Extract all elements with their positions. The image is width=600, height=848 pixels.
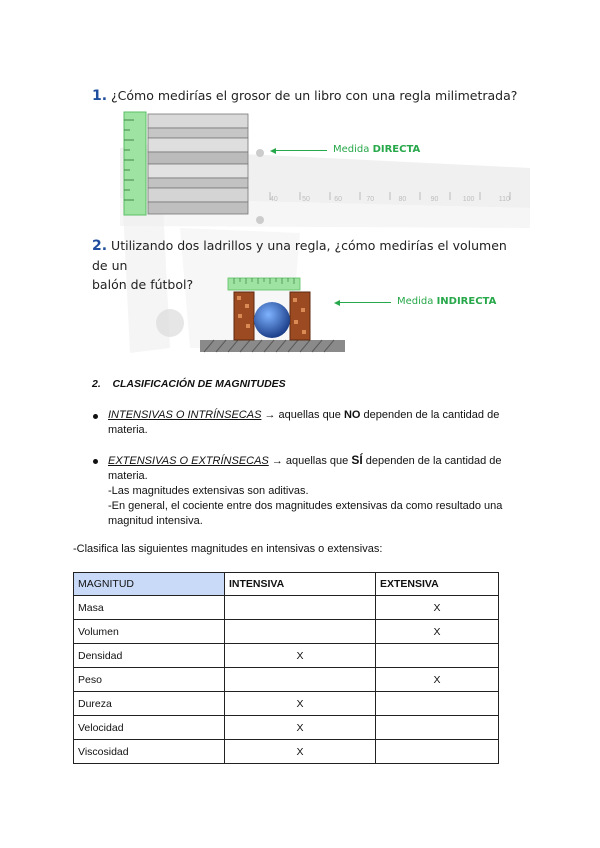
cell-extensive: X (376, 620, 499, 644)
bullet-extensive-note: magnitud intensiva. (108, 515, 203, 527)
bullet-extensive-note: -En general, el cociente entre dos magnitudes extensivas da como resultado una (108, 500, 503, 512)
arrow-line (275, 150, 327, 151)
bullet-extensive-pre: → aquellas que (268, 455, 352, 467)
cell-extensive (376, 740, 499, 764)
table-row (74, 596, 499, 620)
caliper-scale-number: 110 (498, 196, 510, 203)
table-row (74, 716, 499, 740)
label-direct-strong: DIRECTA (372, 144, 421, 155)
cell-intensive (225, 596, 376, 620)
bullet-extensive-cont: materia. (108, 470, 148, 482)
cell-magnitude: Volumen (74, 620, 225, 644)
arrow-left-icon (334, 300, 340, 306)
label-indirect-strong: INDIRECTA (436, 296, 497, 307)
caliper-scale-number: 50 (302, 196, 310, 203)
table-header-row (74, 573, 499, 596)
question-2-number: 2. (92, 238, 108, 254)
question-1-number: 1. (92, 88, 108, 104)
label-indirect-prefix: Medida (397, 296, 437, 307)
cell-intensive: X (225, 716, 376, 740)
header-intensiva: INTENSIVA (225, 573, 376, 596)
caliper-scale-number: 40 (270, 196, 278, 203)
arrow-line (339, 302, 391, 303)
bullet-dot (93, 459, 98, 464)
table-row (74, 692, 499, 716)
question-1 (92, 86, 517, 106)
bullet-extensive-note: -Las magnitudes extensivas son aditivas. (108, 485, 309, 497)
cell-magnitude: Dureza (74, 692, 225, 716)
bullet-intensive-strong: NO (343, 409, 361, 421)
bullet-intensive-post: dependen de la cantidad de (360, 409, 500, 421)
question-2-line1: Utilizando dos ladrillos y una regla, ¿cómo medirías el volumen de un (92, 238, 507, 273)
cell-magnitude: Masa (74, 596, 225, 620)
header-magnitud: MAGNITUD (74, 573, 225, 596)
bullet-dot (93, 414, 98, 419)
section-title: CLASIFICACIÓN DE MAGNITUDES (112, 378, 286, 390)
caliper-scale-number: 60 (334, 196, 343, 203)
question-2-line2: balón de fútbol? (92, 277, 194, 292)
caliper-scale-number: 70 (366, 196, 375, 203)
cell-magnitude: Viscosidad (74, 740, 225, 764)
cell-intensive: X (225, 644, 376, 668)
cell-extensive (376, 692, 499, 716)
cell-extensive: X (376, 668, 499, 692)
table-row (74, 740, 499, 764)
header-extensiva: EXTENSIVA (376, 573, 499, 596)
table-row (74, 644, 499, 668)
label-indirect-measure (397, 296, 496, 307)
cell-magnitude: Peso (74, 668, 225, 692)
table-row (74, 620, 499, 644)
section-heading (92, 378, 286, 390)
bullet-intensive-pre: → aquellas que (261, 409, 344, 421)
arrow-left-icon (270, 148, 276, 154)
label-direct-prefix: Medida (333, 144, 373, 155)
bullet-extensive-post: dependen de la cantidad de (362, 455, 502, 467)
section-number: 2. (92, 378, 101, 390)
bullet-intensive-term: INTENSIVAS O INTRÍNSECAS (108, 409, 262, 421)
instruction-text: -Clasifica las siguientes magnitudes en intensivas o extensivas: (73, 543, 383, 555)
cell-intensive (225, 620, 376, 644)
caliper-scale-number: 100 (462, 196, 475, 203)
bullet-intensive-cont: materia. (108, 424, 148, 436)
caliper-scale-number: 80 (398, 196, 407, 203)
cell-extensive (376, 716, 499, 740)
label-direct-measure (333, 144, 420, 155)
caliper-scale-number: 90 (430, 196, 439, 203)
cell-intensive: X (225, 692, 376, 716)
bullet-extensive-term: EXTENSIVAS O EXTRÍNSECAS (108, 455, 269, 467)
question-1-text: ¿Cómo medirías el grosor de un libro con una regla milimetrada? (111, 88, 518, 103)
classification-table (73, 572, 499, 764)
bullet-extensive-strong: SÍ (351, 453, 363, 467)
cell-extensive (376, 644, 499, 668)
caliper-scale (270, 196, 510, 203)
cell-magnitude: Velocidad (74, 716, 225, 740)
cell-extensive: X (376, 596, 499, 620)
cell-magnitude: Densidad (74, 644, 225, 668)
cell-intensive: X (225, 740, 376, 764)
bricks-ball-illustration (200, 276, 345, 354)
cell-intensive (225, 668, 376, 692)
table-row (74, 668, 499, 692)
bullet-extensive (108, 453, 518, 529)
bullet-intensive (108, 408, 508, 438)
